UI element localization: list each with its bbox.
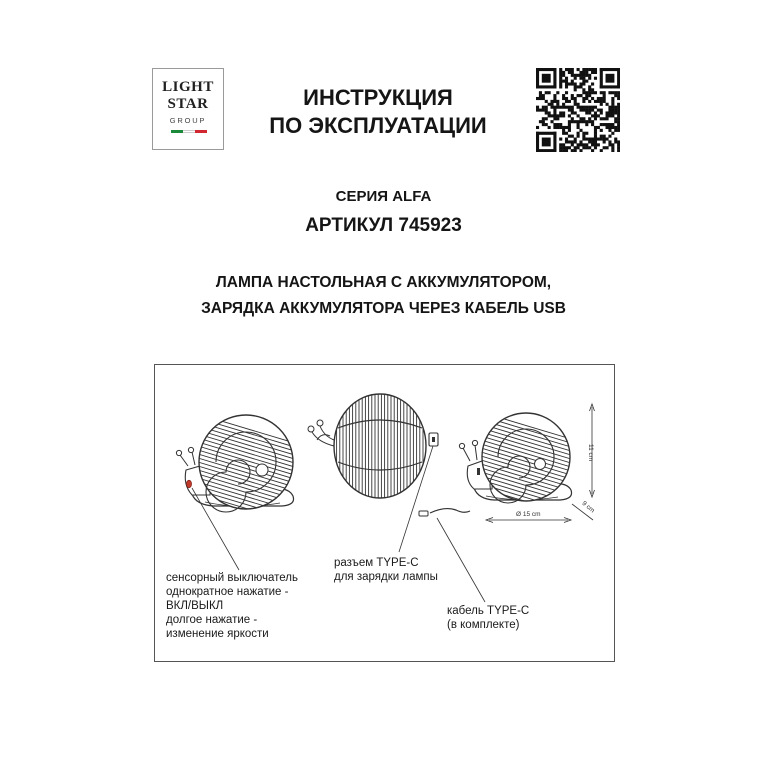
type-c-cable-icon [419,509,470,516]
page-title-line-2: ПО ЭКСПЛУАТАЦИИ [269,113,487,138]
page-title-line-1: ИНСТРУКЦИЯ [303,85,453,110]
port-caption-line-2: для зарядки лампы [334,571,438,583]
snail-lamp-dimension-view [459,404,594,527]
article-label: АРТИКУЛ 745923 [305,215,462,236]
logo-line-2: STAR [167,96,209,112]
port-caption-line-1: разъем TYPE-C [334,557,419,569]
product-description-line-2: ЗАРЯДКА АККУМУЛЯТОРА ЧЕРЕЗ КАБЕЛЬ USB [201,300,566,317]
switch-caption-line-4: долгое нажатие - [166,614,258,626]
dimension-height-label: 11 cm [587,444,594,462]
logo-line-1: LIGHT [162,79,214,95]
dimension-diameter-label: Ø 15 cm [516,511,541,518]
logo-line-3: GROUP [169,116,207,125]
cable-leader-line [437,518,485,602]
product-description-line-1: ЛАМПА НАСТОЛЬНАЯ С АККУМУЛЯТОРОМ, [215,274,552,291]
cable-caption-line-2: (в комплекте) [447,619,520,631]
switch-caption-line-1: сенсорный выключатель [166,572,299,584]
dimension-depth-label: 9 cm [580,500,596,515]
cable-caption-line-1: кабель TYPE-C [447,605,530,617]
touch-switch-icon[interactable] [186,480,191,488]
switch-caption-line-3: ВКЛ/ВЫКЛ [166,600,224,612]
switch-caption-line-2: однократное нажатие - [166,586,289,598]
series-label: СЕРИЯ ALFA [335,188,432,205]
switch-caption-line-5: изменение яркости [166,628,269,640]
snail-lamp-side-view [176,414,294,539]
snail-lamp-front-view [308,393,438,499]
